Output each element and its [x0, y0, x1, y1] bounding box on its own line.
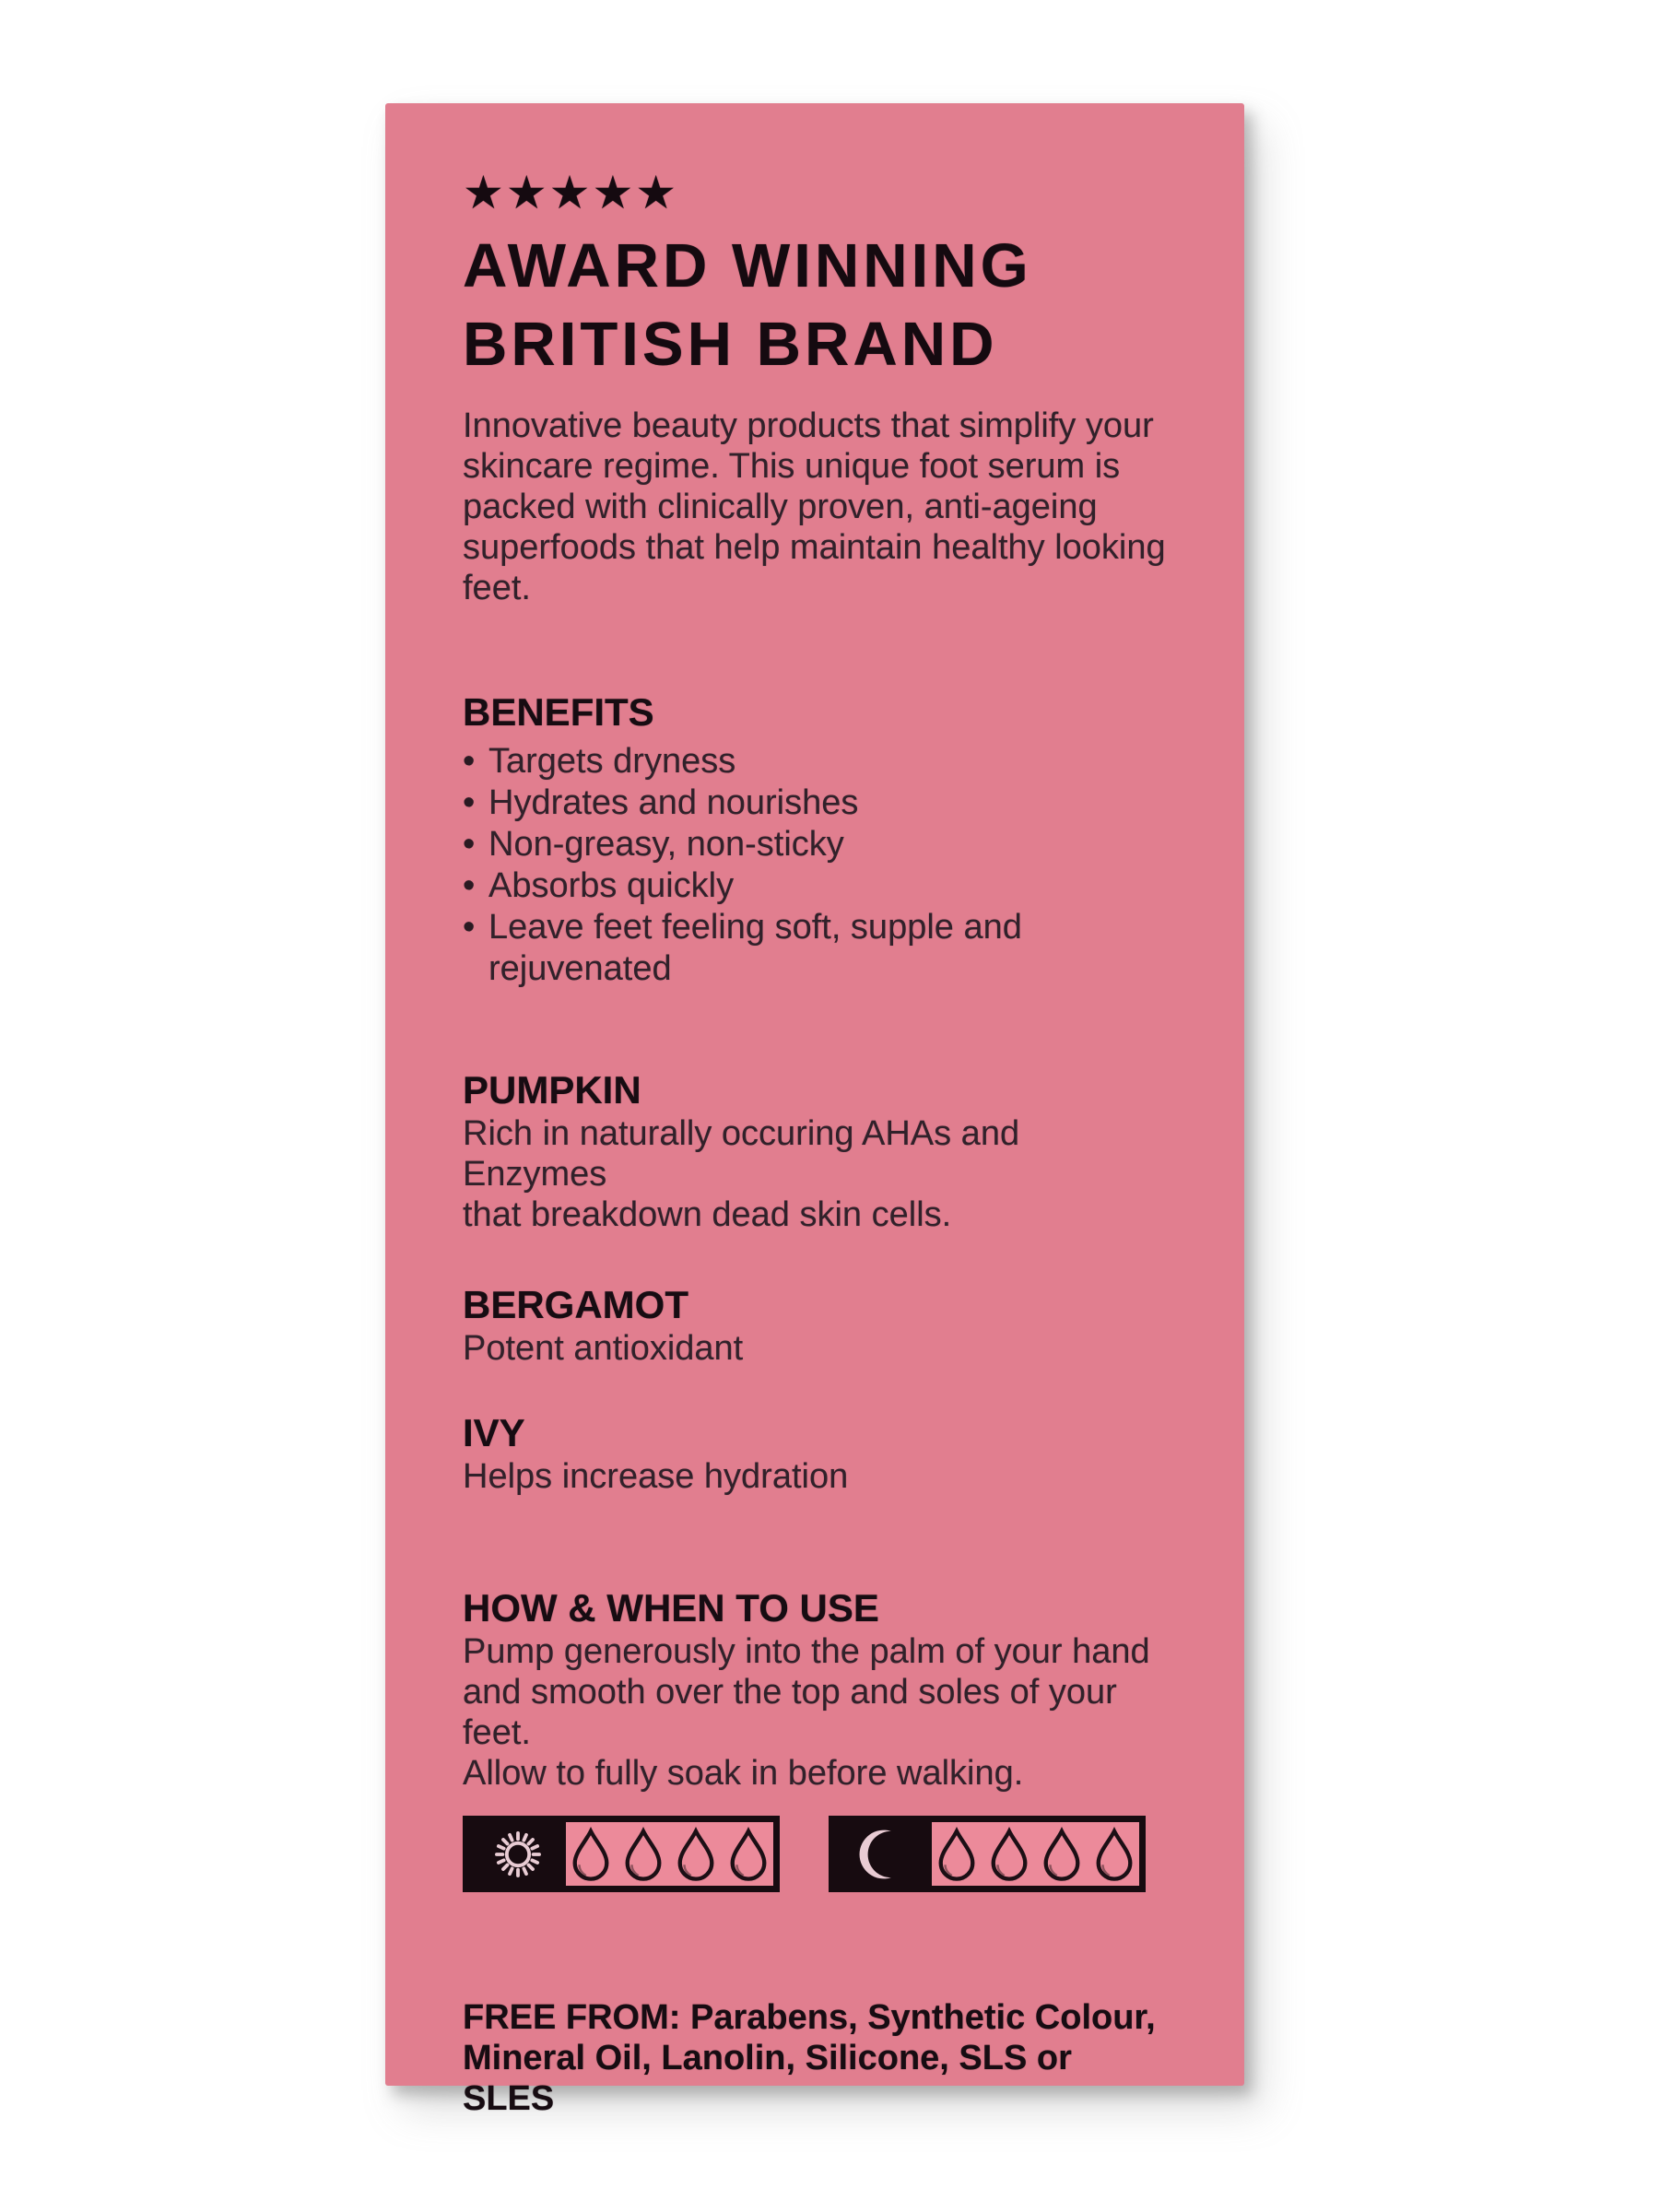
ingredient-description-line: Rich in naturally occuring AHAs and Enzymes [463, 1114, 1020, 1194]
usage-line: Pump generously into the palm of your hand [463, 1632, 1150, 1671]
drop-icon [935, 1826, 979, 1883]
benefit-item: • Targets dryness [463, 741, 1099, 782]
intro-line: packed with clinically proven, anti-ageing [463, 488, 1098, 526]
drop-icon [1092, 1826, 1136, 1883]
ingredient-description-line: Helps increase hydration [463, 1457, 849, 1496]
intro-paragraph [463, 406, 1167, 608]
night-usage-badge [829, 1816, 1146, 1892]
free-from-statement [463, 1997, 1167, 2119]
day-drop-count [566, 1822, 773, 1886]
sun-icon [469, 1822, 566, 1886]
benefit-item: • Non-greasy, non-sticky [463, 824, 1099, 865]
moon-icon [835, 1822, 932, 1886]
drop-icon [1040, 1826, 1084, 1883]
drop-icon [569, 1826, 613, 1883]
intro-line: Innovative beauty products that simplify your [463, 406, 1154, 445]
benefit-item: • Absorbs quickly [463, 865, 1099, 907]
drop-icon [674, 1826, 718, 1883]
label-card [385, 103, 1244, 2118]
five-star-rating: ★★★★★ [463, 167, 679, 218]
brand-heading-line1: AWARD WINNING [463, 231, 1032, 300]
free-from-line: FREE FROM: Parabens, Synthetic Colour, [463, 1998, 1156, 2037]
drop-icon [621, 1826, 665, 1883]
ingredient-name-ivy: IVY [463, 1411, 525, 1454]
benefits-title: BENEFITS [463, 690, 654, 734]
drop-icon [987, 1826, 1031, 1883]
benefit-item: • Leave feet feeling soft, supple and rejuvenated [463, 907, 1099, 990]
benefits-list [463, 741, 1167, 990]
ingredient-name-bergamot: BERGAMOT [463, 1283, 688, 1326]
intro-line: feet. [463, 569, 531, 607]
ingredient-name-pumpkin: PUMPKIN [463, 1068, 641, 1112]
ingredient-description-line: that breakdown dead skin cells. [463, 1195, 952, 1234]
usage-instructions [463, 1631, 1167, 1794]
usage-line: and smooth over the top and soles of your feet. [463, 1673, 1117, 1752]
intro-line: superfoods that help maintain healthy looking [463, 528, 1166, 567]
ingredient-description-line: Potent antioxidant [463, 1329, 744, 1368]
drop-icon [726, 1826, 771, 1883]
usage-frequency-badges [463, 1816, 1167, 1892]
brand-heading-line2: BRITISH BRAND [463, 310, 998, 379]
night-drop-count [932, 1822, 1139, 1886]
intro-line: skincare regime. This unique foot serum is [463, 447, 1121, 486]
benefit-item: • Hydrates and nourishes [463, 782, 1099, 824]
ingredient-description-pumpkin [463, 1113, 1167, 1235]
ingredient-description-ivy [463, 1456, 1167, 1497]
free-from-line: Mineral Oil, Lanolin, Silicone, SLS or SLES [463, 2039, 1072, 2118]
ingredient-description-bergamot [463, 1328, 1167, 1369]
brand-heading [463, 227, 1167, 383]
day-usage-badge [463, 1816, 780, 1892]
usage-line: Allow to fully soak in before walking. [463, 1754, 1024, 1793]
usage-title: HOW & WHEN TO USE [463, 1586, 879, 1630]
